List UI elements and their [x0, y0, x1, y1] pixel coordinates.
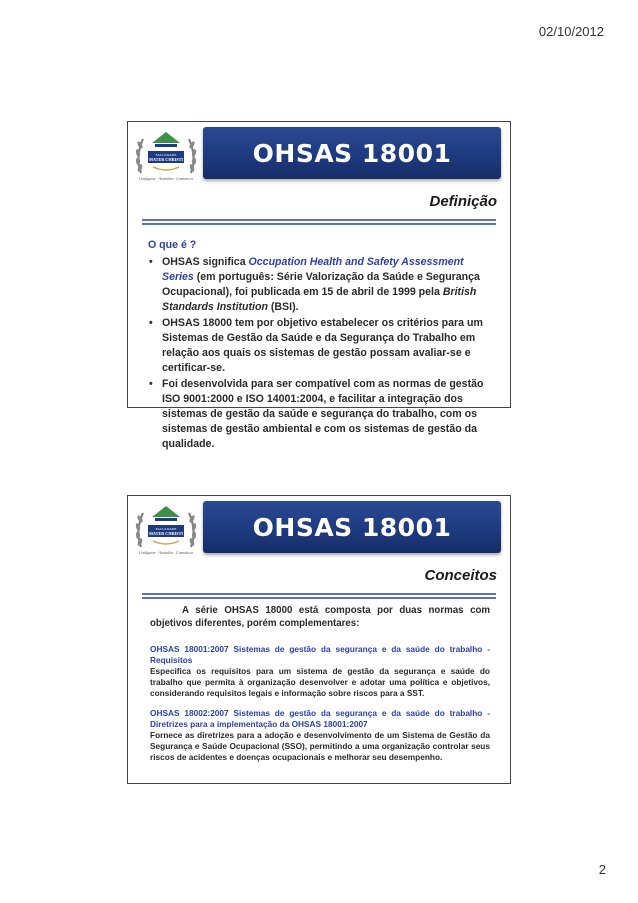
norm-text: Especifica os requisitos para um sistema de gestão da segurança e saúde do trabalho que permita à organização desenvolver e adotar uma política e objetivos, considerando requisitos legais e informação sobre riscos para a SST. — [150, 666, 490, 698]
slide-definicao — [127, 121, 511, 450]
svg-text:FACULDADE: FACULDADE — [155, 153, 177, 157]
faculdade-logo — [133, 501, 199, 557]
faculdade-logo — [133, 127, 199, 183]
laurel-logo-icon — [133, 127, 199, 183]
bullet-item: • OHSAS significa Occupation Health and Safety Assessment Series (em português: Série Valorização da Saúde e Segurança Ocupacional), foi publicada em 15 de abril de 1999 pela British Standards Institution (BSI). — [148, 255, 496, 315]
bullet-item: • OHSAS 18000 tem por objetivo estabelecer os critérios para um Sistemas de Gestão da Saúde e da Segurança do Trabalho em relação aos quais os sistemas de gestão possam avaliar-se e certificar-se. — [148, 316, 496, 376]
double-rule — [142, 219, 496, 225]
svg-text:MATER CHRISTI: MATER CHRISTI — [148, 157, 184, 162]
title-banner — [203, 127, 501, 179]
bullet-item: • Foi desenvolvida para ser compatível com as normas de gestão ISO 9001:2000 e ISO 14001:2004, e facilitar a integração dos sistemas de gestão da saúde e segurança do trabalho, com os sistemas de gestão ambiental e com os sistemas de gestão da qualidade. — [148, 377, 496, 452]
slide-subtitle: Definição — [429, 193, 497, 210]
slide-conceitos — [127, 495, 511, 784]
intro-paragraph: A série OHSAS 18000 está composta por duas normas com objetivos diferentes, porém complementares: — [150, 605, 490, 629]
slide-title: OHSAS 18001 — [252, 512, 452, 542]
laurel-logo-icon — [133, 501, 199, 557]
svg-text:MATER CHRISTI: MATER CHRISTI — [148, 531, 184, 536]
norm-title: OHSAS 18002:2007 Sistemas de gestão da segurança e da saúde do trabalho - Diretrizes para a implementação da OHSAS 18001:2007 — [150, 708, 490, 729]
page-date: 02/10/2012 — [538, 24, 604, 39]
slide-title: OHSAS 18001 — [252, 138, 452, 168]
svg-text:Configurar · Assimilar · Comun: Configurar · Assimilar · Comunicar — [138, 551, 194, 555]
slide-body — [150, 604, 490, 772]
svg-text:FACULDADE: FACULDADE — [155, 527, 177, 531]
page-number: 2 — [598, 862, 606, 877]
norm-block-18002 — [150, 708, 490, 763]
norm-title: OHSAS 18001:2007 Sistemas de gestão da segurança e da saúde do trabalho - Requisitos — [150, 644, 490, 665]
norm-text: Fornece as diretrizes para a adoção e desenvolvimento de um Sistema de Gestão da Segurança e Saúde Ocupacional (SSO), permitindo a uma organização controlar seus riscos de acidentes e doenças ocupacionais e melhorar seu desempenho. — [150, 730, 490, 762]
question-heading: O que é ? — [148, 239, 197, 251]
norm-block-18001 — [150, 644, 490, 699]
svg-text:Configurar · Assimilar · Comun: Configurar · Assimilar · Comunicar — [138, 177, 194, 181]
title-banner — [203, 501, 501, 553]
bullet-list — [148, 255, 496, 452]
slide-subtitle: Conceitos — [424, 567, 497, 584]
double-rule — [142, 593, 496, 599]
slide-body — [148, 238, 496, 453]
